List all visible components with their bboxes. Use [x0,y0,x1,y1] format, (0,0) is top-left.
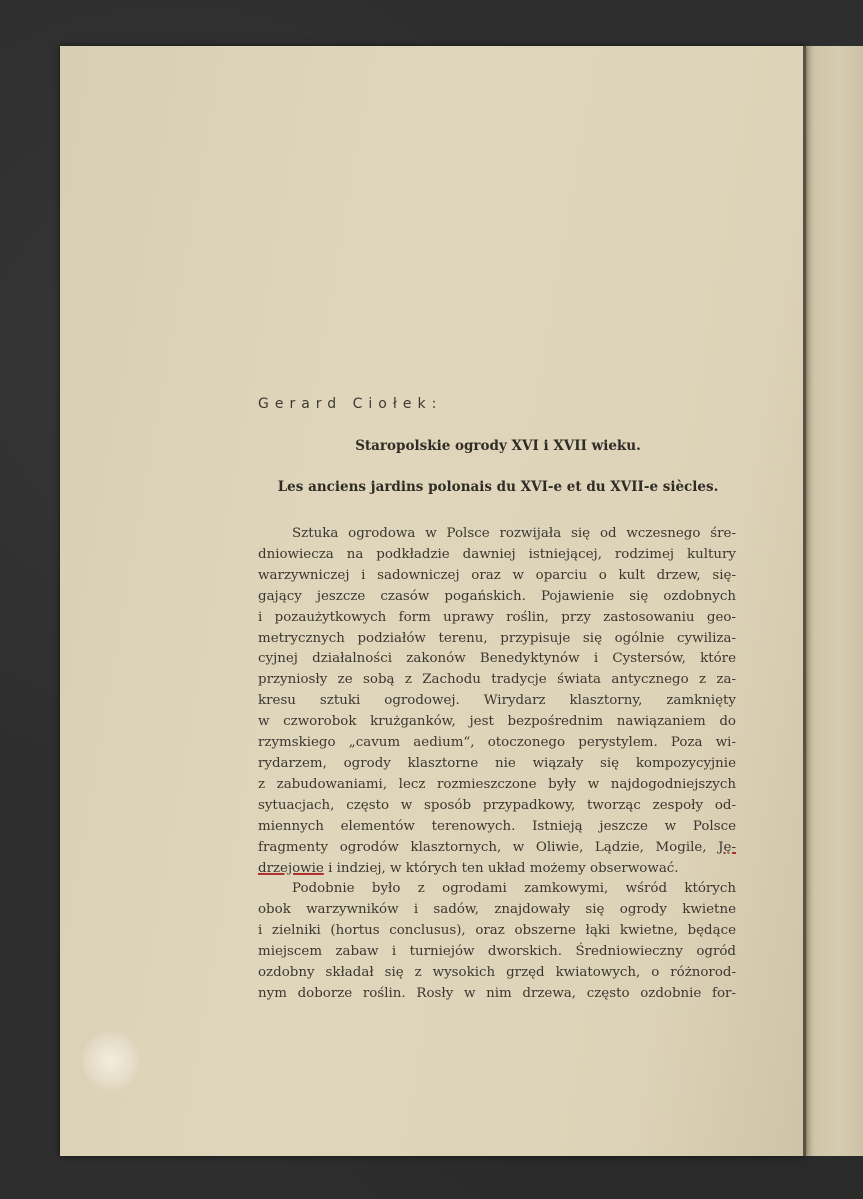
text-line: w czworobok krużganków, jest bezpośrednim nawiązaniem do [258,714,736,730]
text-line: z zabudowaniami, lecz rozmieszczone były w najdogodniejszych [258,776,736,792]
title-polish: Staropolskie ogrody XVI i XVII wieku. [355,438,641,454]
underlined-word: Ję- [718,839,736,855]
text-line: obok warzywników i sadów, znajdowały się ogrody kwietne [258,902,736,918]
underlined-word: drzejowie [258,860,324,876]
text-line: miejscem zabaw i turniejów dworskich. Średniowieczny ogród [258,944,736,960]
text-line: gający jeszcze czasów pogańskich. Pojawienie się ozdobnych [258,588,736,604]
text-line: Sztuka ogrodowa w Polsce rozwijała się od wczesnego śre- [292,526,736,541]
text-fragment: i indziej, w których ten układ możemy obserwować. [323,860,679,876]
text-line: i pozaużytkowych form uprawy roślin, przy zastosowaniu geo- [258,609,736,625]
text-line [258,859,736,880]
next-page-edge [800,46,863,1156]
author-name: Gerard Ciołek: [258,396,443,412]
text-line: i zielniki (hortus conclusus), oraz obszerne łąki kwietne, będące [258,923,736,939]
text-line [258,838,736,859]
text-line: rzymskiego „cavum aedium“, otoczonego perystylem. Poza wi- [258,735,736,751]
text-line: warzywniczej i sadowniczej oraz w oparciu o kult drzew, się- [258,567,736,583]
text-line: dniowiecza na podkładzie dawniej istniejącej, rodzimej kultury [258,546,736,562]
page-fold [803,46,806,1156]
text-line: cyjnej działalności zakonów Benedyktynów i Cystersów, które [258,651,736,667]
text-fragment: fragmenty ogrodów klasztornych, w Oliwie, Lądzie, Mogile, [258,839,719,855]
title-french: Les anciens jardins polonais du XVI-e et du XVII-e siècles. [277,479,719,495]
text-line: nym doborze roślin. Rosły w nim drzewa, często ozdobnie for- [258,985,736,1001]
text-line: sytuacjach, często w sposób przypadkowy, tworząc zespoły od- [258,797,736,813]
paper-stain [82,1030,140,1092]
text-line: miennych elementów terenowych. Istnieją jeszcze w Polsce [258,818,736,834]
text-line: kresu sztuki ogrodowej. Wirydarz klasztorny, zamknięty [258,693,736,709]
text-line: rydarzem, ogrody klasztorne nie wiązały się kompozycyjnie [258,755,736,771]
text-line: ozdobny składał się z wysokich grzęd kwiatowych, o różnorod- [258,965,736,981]
text-line: Podobnie było z ogrodami zamkowymi, wśród których [292,881,736,897]
text-line: przyniosły ze sobą z Zachodu tradycje świata antycznego z za- [258,672,736,688]
text-line: metrycznych podziałów terenu, przypisuje się ogólnie cywiliza- [258,630,736,646]
body-text [258,524,736,1005]
